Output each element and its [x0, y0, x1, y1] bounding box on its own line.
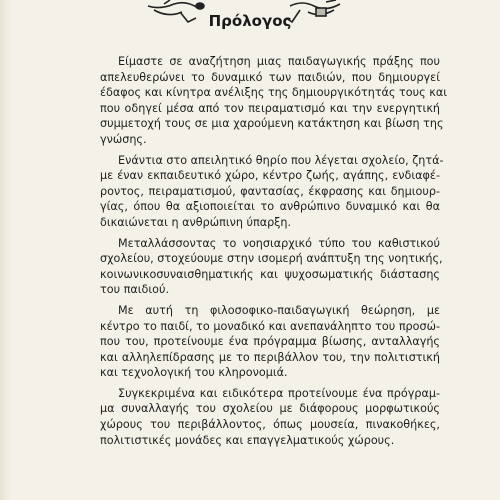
text-line: συμμετοχή τους σε μια χαρούμενη κατάκτηση και βίωση της — [100, 117, 444, 131]
text-line: που οδηγεί μέσα από τον πειραματισμό και την ενεργητική — [100, 101, 440, 115]
text-line: μα συναλλαγής του σχολείου με διάφορους μορφωτικούς — [100, 402, 440, 416]
text-line: ροντος, πειραματισμού, φαντασίας, έκφρασης και δημιουρ- — [100, 184, 440, 198]
paragraph — [100, 303, 440, 381]
text-line: δικαιώνεται η ανθρώπινη ύπαρξη. — [100, 215, 292, 229]
text-line: κοινωνικοσυναισθηματικής και ψυχοσωματικής διάστασης — [100, 267, 440, 281]
text-line: με έναν εκπαιδευτικό χώρο, κέντρο ζωής, αγάπης, ενδιαφέ- — [100, 169, 440, 183]
paragraph — [100, 236, 443, 298]
text-line: Συγκεκριμένα και ειδικότερα προτείνουμε ένα πρόγραμ- — [118, 386, 440, 400]
text-line: του παιδιού. — [100, 283, 170, 297]
text-line: γνώσης. — [100, 132, 147, 146]
paragraph — [100, 386, 440, 448]
text-line: πολιτιστικές μονάδες και επαγγελματικούς χώρους. — [100, 433, 395, 447]
text-line: έδαφος και κίνητρα ανέλιξης της δημιουργικότητάς τους και — [100, 86, 447, 100]
text-line: Ενάντια στο απειλητικό θηρίο που λέγεται σχολείο, ζητά- — [118, 153, 444, 167]
text-line: χώρους του περιβάλλοντος, όπως μουσεία, πινακοθήκες, — [100, 418, 440, 432]
text-line: γίας, όπου θα αξιοποιείται το ανθρώπινο δυναμικό και θα — [100, 200, 440, 214]
paragraph — [100, 153, 444, 231]
text-line: Με αυτή τη φιλοσοφικο-παιδαγωγική θεώρηση, με — [118, 303, 440, 317]
text-line: απελευθερώνει το δυναμικό των παιδιών, που δημιουργεί — [100, 70, 440, 84]
text-line: Μεταλλάσσοντας το νοησιαρχικό τύπο του καθιστικού — [118, 236, 440, 250]
page-binding-shadow — [0, 0, 10, 500]
text-line: που του, προτείνουμε ένα πρόγραμμα βίωσης, ανταλλαγής — [100, 335, 440, 349]
text-line: σχολείου, στοχεύουμε στην ισομερή ανάπτυξη της νοητικής, — [100, 252, 443, 266]
paragraph — [100, 54, 447, 148]
page-title: Πρόλογος — [208, 12, 292, 30]
text-line: και αλληλεπίδρασης με το περιβάλλον του, την πολιτιστική — [100, 350, 440, 364]
prologue-body — [100, 54, 447, 453]
text-line: και τεχνολογική του κληρονομιά. — [100, 366, 288, 380]
text-line: κέντρο το παιδί, το μοναδικό και ανεπανάληπτο του προσώ- — [100, 319, 440, 333]
text-line: Είμαστε σε αναζήτηση μιας παιδαγωγικής πράξης που — [118, 55, 440, 68]
